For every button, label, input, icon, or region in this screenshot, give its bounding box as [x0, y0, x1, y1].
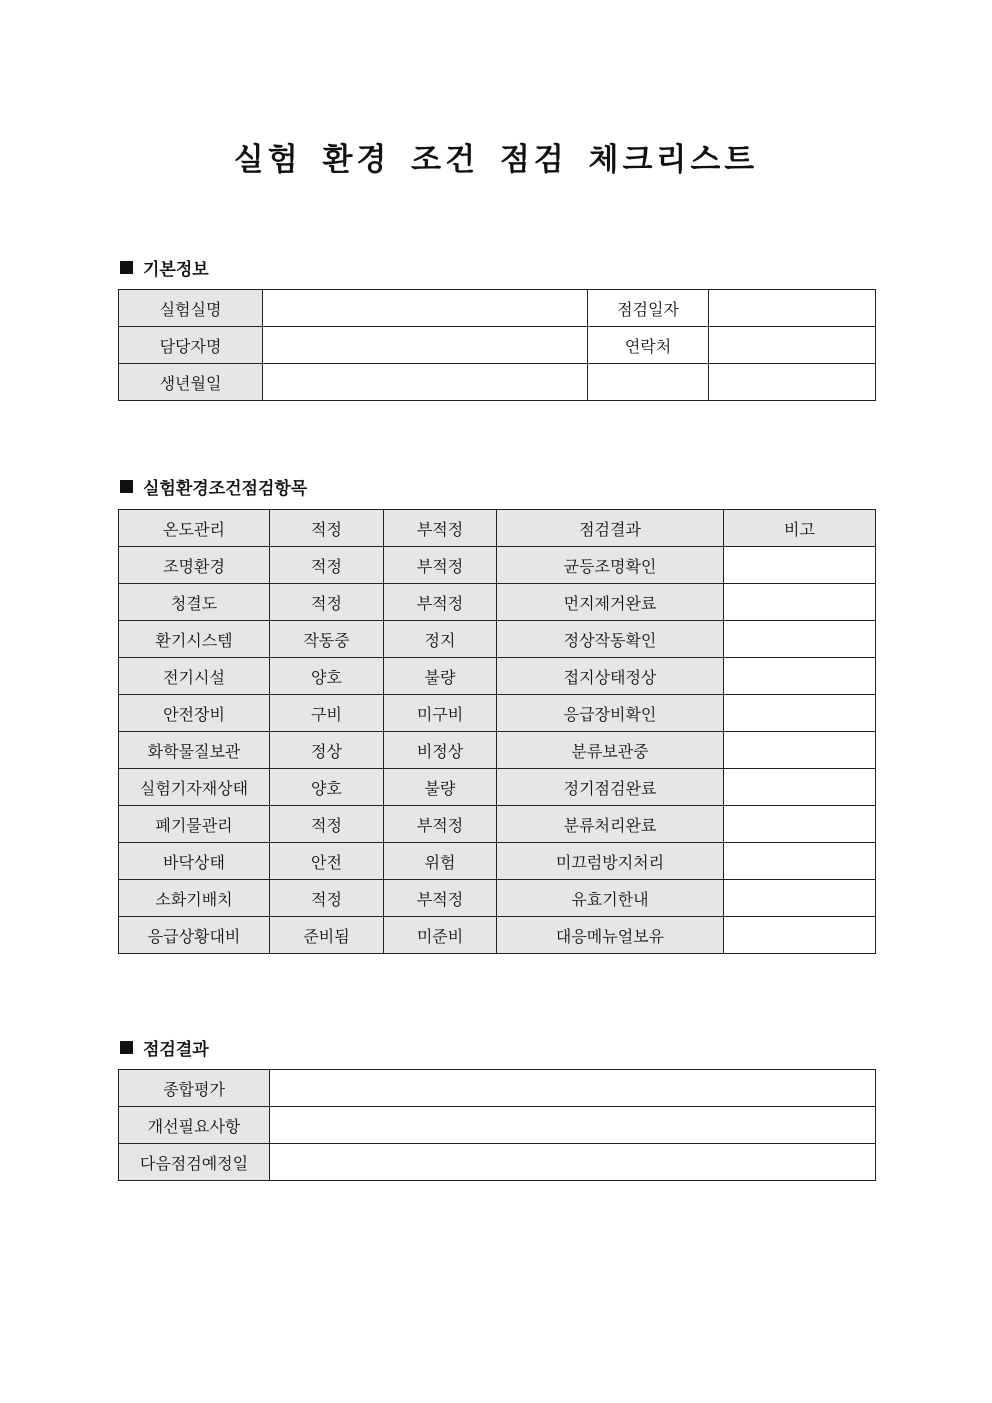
- table-cell: 응급장비확인: [497, 695, 724, 732]
- item-name-cell: 소화기배치: [119, 880, 270, 917]
- label-cell: 생년월일: [119, 364, 263, 401]
- section-heading-label: 기본정보: [143, 260, 209, 280]
- table-cell: 먼지제거완료: [497, 584, 724, 621]
- table-row: [119, 695, 876, 732]
- table-cell: 분류처리완료: [497, 806, 724, 843]
- table-cell: 부적정: [384, 806, 497, 843]
- table-cell: 분류보관중: [497, 732, 724, 769]
- input-cell[interactable]: [709, 364, 876, 401]
- remarks-cell[interactable]: [724, 584, 876, 621]
- square-bullet-icon: [120, 480, 133, 493]
- remarks-cell[interactable]: [724, 769, 876, 806]
- table-cell: 양호: [270, 658, 384, 695]
- item-name-cell: 바닥상태: [119, 843, 270, 880]
- label-cell: 개선필요사항: [119, 1107, 270, 1144]
- header-cell: 적정: [270, 510, 384, 547]
- label-cell: 다음점검예정일: [119, 1144, 270, 1181]
- remarks-cell[interactable]: [724, 880, 876, 917]
- table-cell: 준비됨: [270, 917, 384, 954]
- label-cell: 점검일자: [588, 290, 709, 327]
- table-cell: 부적정: [384, 547, 497, 584]
- square-bullet-icon: [120, 1041, 133, 1054]
- table-cell: 적정: [270, 584, 384, 621]
- table-row: [119, 806, 876, 843]
- input-cell[interactable]: [263, 364, 588, 401]
- input-cell[interactable]: [588, 364, 709, 401]
- input-cell[interactable]: [263, 327, 588, 364]
- section-heading-basic: [120, 255, 209, 280]
- input-cell[interactable]: [270, 1107, 876, 1144]
- remarks-cell[interactable]: [724, 695, 876, 732]
- input-cell[interactable]: [709, 327, 876, 364]
- table-cell: 적정: [270, 880, 384, 917]
- header-cell: 비고: [724, 510, 876, 547]
- table-row: [119, 1070, 876, 1107]
- header-cell: 온도관리: [119, 510, 270, 547]
- table-cell: 정상: [270, 732, 384, 769]
- header-cell: 점검결과: [497, 510, 724, 547]
- table-cell: 대응메뉴얼보유: [497, 917, 724, 954]
- table-cell: 위험: [384, 843, 497, 880]
- table-cell: 미구비: [384, 695, 497, 732]
- table-row: [119, 658, 876, 695]
- label-cell: 담당자명: [119, 327, 263, 364]
- square-bullet-icon: [120, 261, 133, 274]
- item-name-cell: 청결도: [119, 584, 270, 621]
- checklist-table: [118, 509, 876, 954]
- table-row: [119, 290, 876, 327]
- table-cell: 안전: [270, 843, 384, 880]
- table-cell: 비정상: [384, 732, 497, 769]
- remarks-cell[interactable]: [724, 732, 876, 769]
- remarks-cell[interactable]: [724, 547, 876, 584]
- table-row: [119, 547, 876, 584]
- table-cell: 양호: [270, 769, 384, 806]
- table-cell: 미준비: [384, 917, 497, 954]
- table-row: [119, 584, 876, 621]
- input-cell[interactable]: [263, 290, 588, 327]
- table-row: [119, 843, 876, 880]
- remarks-cell[interactable]: [724, 806, 876, 843]
- label-cell: 연락처: [588, 327, 709, 364]
- item-name-cell: 조명환경: [119, 547, 270, 584]
- label-cell: 실험실명: [119, 290, 263, 327]
- table-row: [119, 327, 876, 364]
- table-cell: 적정: [270, 806, 384, 843]
- table-header-row: [119, 510, 876, 547]
- table-cell: 정기점검완료: [497, 769, 724, 806]
- item-name-cell: 실험기자재상태: [119, 769, 270, 806]
- table-row: [119, 1107, 876, 1144]
- table-cell: 불량: [384, 769, 497, 806]
- header-cell: 부적정: [384, 510, 497, 547]
- item-name-cell: 안전장비: [119, 695, 270, 732]
- table-cell: 불량: [384, 658, 497, 695]
- remarks-cell[interactable]: [724, 621, 876, 658]
- table-cell: 접지상태정상: [497, 658, 724, 695]
- table-cell: 작동중: [270, 621, 384, 658]
- remarks-cell[interactable]: [724, 917, 876, 954]
- section-heading-result: [120, 1035, 209, 1060]
- table-cell: 균등조명확인: [497, 547, 724, 584]
- table-cell: 정지: [384, 621, 497, 658]
- table-cell: 적정: [270, 547, 384, 584]
- result-table: [118, 1069, 876, 1181]
- table-cell: 미끄럼방지처리: [497, 843, 724, 880]
- table-cell: 정상작동확인: [497, 621, 724, 658]
- item-name-cell: 전기시설: [119, 658, 270, 695]
- item-name-cell: 환기시스템: [119, 621, 270, 658]
- table-cell: 부적정: [384, 584, 497, 621]
- table-cell: 부적정: [384, 880, 497, 917]
- page-title: 실험 환경 조건 점검 체크리스트: [233, 142, 759, 178]
- table-row: [119, 769, 876, 806]
- input-cell[interactable]: [270, 1070, 876, 1107]
- section-heading-label: 점검결과: [143, 1040, 209, 1060]
- table-row: [119, 880, 876, 917]
- table-row: [119, 621, 876, 658]
- table-row: [119, 917, 876, 954]
- item-name-cell: 화학물질보관: [119, 732, 270, 769]
- section-heading-items: [120, 474, 307, 499]
- table-cell: 유효기한내: [497, 880, 724, 917]
- basic-info-table: [118, 289, 876, 401]
- table-row: [119, 364, 876, 401]
- label-cell: 종합평가: [119, 1070, 270, 1107]
- remarks-cell[interactable]: [724, 658, 876, 695]
- table-row: [119, 1144, 876, 1181]
- item-name-cell: 폐기물관리: [119, 806, 270, 843]
- remarks-cell[interactable]: [724, 843, 876, 880]
- input-cell[interactable]: [709, 290, 876, 327]
- table-row: [119, 732, 876, 769]
- input-cell[interactable]: [270, 1144, 876, 1181]
- item-name-cell: 응급상황대비: [119, 917, 270, 954]
- section-heading-label: 실험환경조건점검항목: [143, 479, 308, 499]
- table-cell: 구비: [270, 695, 384, 732]
